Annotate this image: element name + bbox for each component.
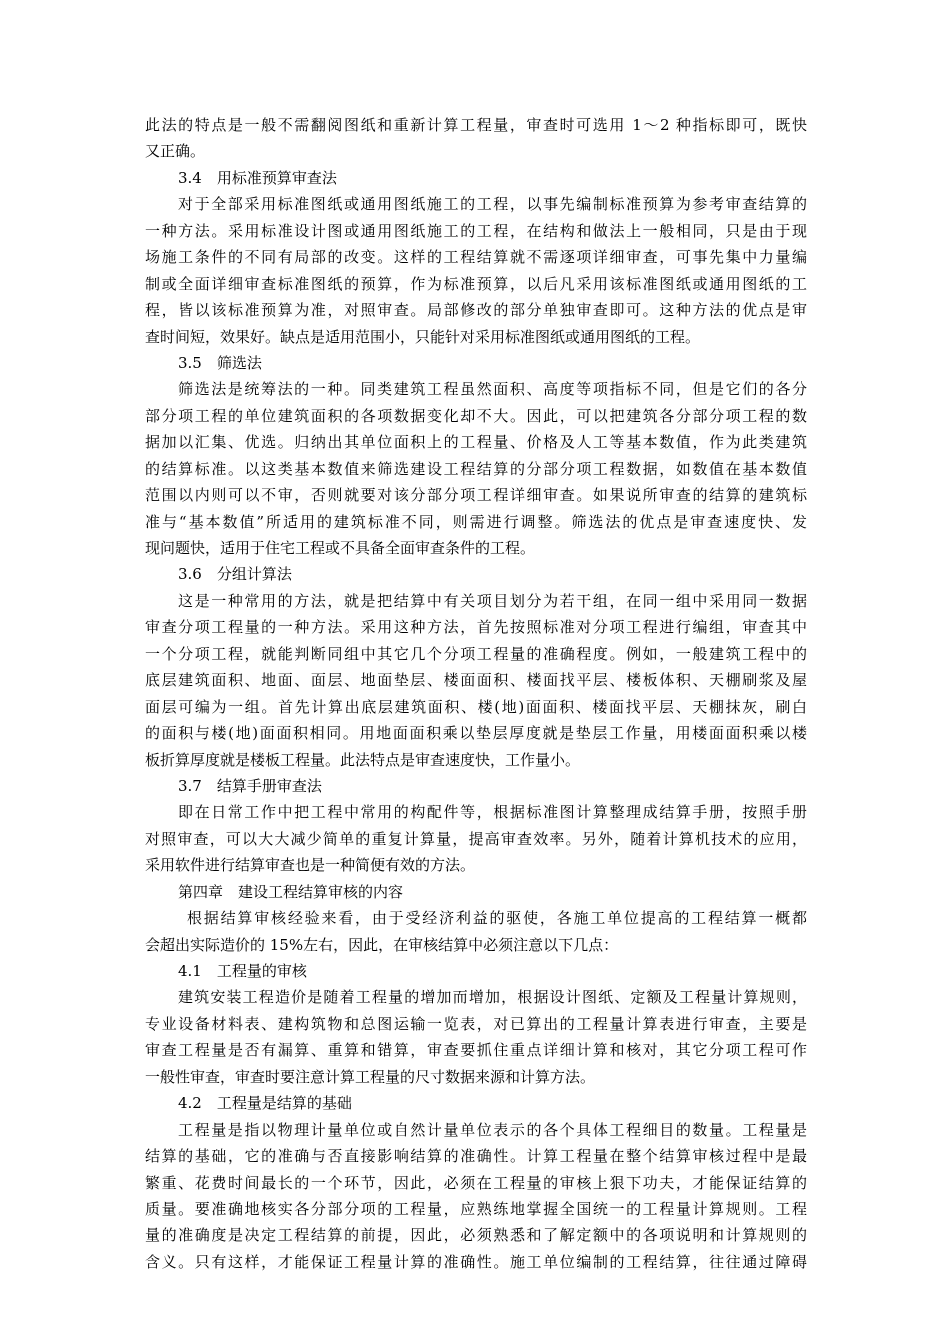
paragraph-line: 此法的特点是一般不需翻阅图纸和重新计算工程量，审查时可选用 1～2 种指标即可，既快 (145, 116, 807, 134)
paragraph-line: 部分项工程的单位建筑面积的各项数据变化却不大。因此，可以把建筑各分部分项工程的数 (145, 406, 807, 425)
paragraph-line: 对于全部采用标准图纸或通用图纸施工的工程，以事先编制标准预算为参考审查结算的 (178, 195, 807, 214)
paragraph-line: 专业设备材料表、建构筑物和总图运输一览表，对已算出的工程量计算表进行审查，主要是 (145, 1014, 807, 1033)
paragraph-line: 量的准确度是决定工程结算的前提，因此，必须熟悉和了解定额中的各项说明和计算规则的 (145, 1226, 807, 1245)
paragraph-line: 质量。要准确地核实各分部分项的工程量，应熟练地掌握全国统一的工程量计算规则。工程 (145, 1199, 807, 1218)
paragraph-line: 据加以汇集、优选。归纳出其单位面积上的工程量、价格及人工等基本数值，作为此类建筑 (145, 433, 807, 452)
section-heading-3-5: 3.5 筛选法 (178, 353, 262, 372)
paragraph-line: 准与“基本数值”所适用的建筑标准不同，则需进行调整。筛选法的优点是审查速度快、发 (145, 512, 807, 531)
paragraph-line: 筛选法是统筹法的一种。同类建筑工程虽然面积、高度等项指标不同，但是它们的各分 (178, 380, 807, 399)
paragraph-line: 含义。只有这样，才能保证工程量计算的准确性。施工单位编制的工程结算，往往通过障碍 (145, 1252, 807, 1271)
paragraph-line: 根据结算审核经验来看，由于受经济利益的驱使，各施工单位提高的工程结算一概都 (187, 909, 807, 928)
paragraph-line: 对照审查，可以大大减少简单的重复计算量，提高审查效率。另外，随着计算机技术的应用， (145, 829, 807, 848)
section-heading-4-2: 4.2 工程量是结算的基础 (178, 1094, 352, 1113)
paragraph-line: 采用软件进行结算审查也是一种简便有效的方法。 (145, 856, 476, 875)
paragraph-line: 一个分项工程，就能判断同组中其它几个分项工程量的准确程度。例如，一般建筑工程中的 (145, 644, 807, 663)
paragraph-line: 结算的基础，它的准确与否直接影响结算的准确性。计算工程量在整个结算审核过程中是最 (145, 1147, 807, 1166)
paragraph-line: 查时间短，效果好。缺点是适用范围小，只能针对采用标准图纸或通用图纸的工程。 (145, 327, 701, 346)
section-heading-3-6: 3.6 分组计算法 (178, 565, 292, 584)
section-heading-3-4: 3.4 用标准预算审查法 (178, 168, 337, 187)
paragraph-line: 审查分项工程量的一种方法。采用这种方法，首先按照标准对分项工程进行编组，审查其中 (145, 618, 807, 637)
paragraph-line: 制或全面详细审查标准图纸的预算，作为标准预算，以后凡采用该标准图纸或通用图纸的工 (145, 274, 807, 293)
paragraph-line: 这是一种常用的方法，就是把结算中有关项目划分为若干组，在同一组中采用同一数据 (178, 591, 807, 610)
paragraph-line: 一般性审查，审查时要注意计算工程量的尺寸数据来源和计算方法。 (145, 1067, 596, 1086)
paragraph-line: 一种方法。采用标准设计图或通用图纸施工的工程，在结构和做法上一般相同，只是由于现 (145, 221, 807, 240)
paragraph-line: 工程量是指以物理计量单位或自然计量单位表示的各个具体工程细目的数量。工程量是 (178, 1120, 807, 1139)
paragraph-line: 建筑安装工程造价是随着工程量的增加而增加，根据设计图纸、定额及工程量计算规则， (178, 988, 807, 1007)
paragraph-line: 程，皆以该标准预算为准，对照审查。局部修改的部分单独审查即可。这种方法的优点是审 (145, 301, 807, 320)
paragraph-line: 即在日常工作中把工程中常用的构配件等，根据标准图计算整理成结算手册，按照手册 (178, 803, 807, 822)
paragraph-line: 的面积与楼(地)面面积相同。用地面面积乘以垫层厚度就是垫层工作量，用楼面面积乘以楼 (145, 724, 807, 743)
paragraph-line: 场施工条件的不同有局部的改变。这样的工程结算就不需逐项详细审查，可事先集中力量编 (145, 248, 807, 267)
paragraph-line: 又正确。 (145, 142, 206, 161)
paragraph-line: 审查工程量是否有漏算、重算和错算，审查要抓住重点详细计算和核对，其它分项工程可作 (145, 1041, 807, 1060)
section-heading-3-7: 3.7 结算手册审查法 (178, 776, 322, 795)
paragraph-line: 繁重、花费时间最长的一个环节，因此，必须在工程量的审核上狠下功夫，才能保证结算的 (145, 1173, 807, 1192)
section-heading-4-1: 4.1 工程量的审核 (178, 962, 307, 980)
paragraph-line: 会超出实际造价的 15%左右，因此，在审核结算中必须注意以下几点： (145, 935, 619, 954)
paragraph-line: 范围以内则可以不审，否则就要对该分部分项工程详细审查。如果说所审查的结算的建筑标 (145, 486, 807, 505)
paragraph-line: 现问题快，适用于住宅工程或不具备全面审查条件的工程。 (145, 539, 536, 557)
paragraph-line: 面层可编为一组。首先计算出底层建筑面积、楼(地)面面积、楼面找平层、天棚抹灰，刷白 (145, 697, 807, 716)
paragraph-line: 的结算标准。以这类基本数值来筛选建设工程结算的分部分项工程数据，如数值在基本数值 (145, 459, 807, 478)
document-body (145, 112, 807, 1275)
paragraph-line: 底层建筑面积、地面、面层、地面垫层、楼面面积、楼面找平层、楼板体积、天棚刷浆及屋 (145, 671, 807, 690)
chapter-heading-4: 第四章 建设工程结算审核的内容 (178, 882, 404, 901)
paragraph-line: 板折算厚度就是楼板工程量。此法特点是审查速度快，工作量小。 (145, 750, 581, 769)
